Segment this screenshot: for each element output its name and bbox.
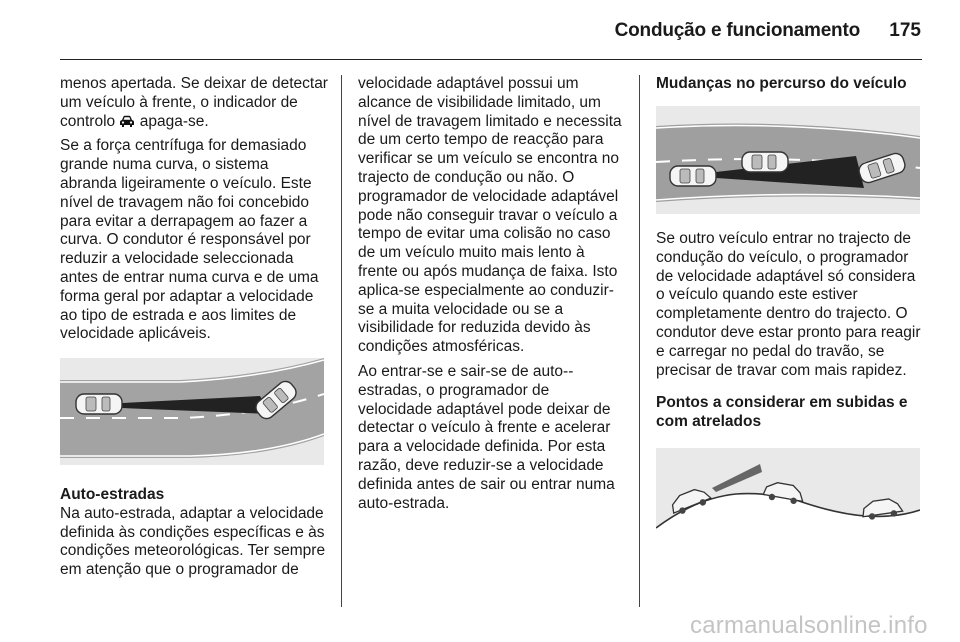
column-1 — [60, 75, 328, 350]
paragraph: Se outro veículo entrar no trajecto de condução do veículo, o programador de velocidade adaptável só considera o veículo quando este estiver completamente dentro do trajecto. O condutor deve estar pronto para reagir e carregar no pedal do travão, se precisar de travar com mais rapidez. — [656, 230, 921, 379]
paragraph: Ao entrar-se e sair-se de auto--estradas, o programador de velocidade adaptável pode deixar de detectar o veículo à frente e acelerar para a velocidade definida. Por esta razão, deve reduzir-se a velocidade definida antes de sair ou entrar numa auto-estrada. — [358, 362, 615, 512]
column-3 — [656, 75, 924, 94]
lane-change-illustration — [656, 106, 920, 214]
paragraph — [60, 75, 328, 131]
car-icon — [119, 115, 135, 128]
page-number: 175 — [889, 20, 921, 41]
section-heading-slopes: Pontos a considerar em subidas e com atrelados — [656, 394, 908, 431]
column-divider-1 — [341, 75, 342, 607]
column-divider-2 — [639, 75, 640, 607]
column-1-lower — [60, 486, 328, 586]
slope-road-drawing — [656, 448, 920, 552]
curve-illustration — [60, 358, 324, 465]
car-icon — [76, 394, 122, 414]
car-icon — [670, 166, 716, 186]
watermark: carmanualsonline.info — [690, 612, 928, 639]
lane-change-road-drawing — [656, 106, 920, 214]
slope-illustration — [656, 448, 920, 552]
paragraph: Se a força centrífuga for demasiado grande numa curva, o sistema abranda ligeiramente o veículo. Este nível de travagem não foi concebido para evitar a derrapagem ao fazer a curva. O condutor é responsável por reduzir a velocidade seleccionada antes de entrar numa curva e de uma forma geral por adaptar a velocidade ao tipo de estrada e aos limites de velocidade aplicáveis. — [60, 137, 319, 343]
paragraph-text: menos apertada. Se deixar de detectar um veículo à frente, o indicador de controlo — [60, 75, 328, 130]
header-divider — [60, 59, 922, 60]
paragraph: velocidade adaptável possui um alcance de visibilidade limitado, um nível de travagem limitado e necessita de um certo tempo de reacção para verificar se um veículo se encontra no trajecto de condução ou não. O programador de velocidade adaptável pode não conseguir travar o veículo a tempo de evitar uma colisão no caso de um veículo muito mais lento à frente ou após mudança de faixa. Isto aplica-se especialmente ao conduzir-se a muita velocidade ou se a visibilidade for reduzida devido às condições atmosféricas. — [358, 75, 622, 356]
page-title: Condução e funcionamento — [614, 20, 860, 41]
car-icon — [742, 152, 788, 172]
column-2 — [358, 75, 626, 519]
paragraph: Na auto-estrada, adaptar a velocidade definida às condições específicas e às condições meteorológicas. Ter sempre em atenção que o programador de — [60, 504, 326, 579]
column-3-lower — [656, 230, 924, 432]
paragraph-text: apaga-se. — [135, 112, 209, 130]
section-heading-motorways: Auto-estradas — [60, 486, 165, 503]
curve-road-drawing — [60, 358, 324, 465]
section-heading-lane-change: Mudanças no percurso do veículo — [656, 75, 907, 92]
